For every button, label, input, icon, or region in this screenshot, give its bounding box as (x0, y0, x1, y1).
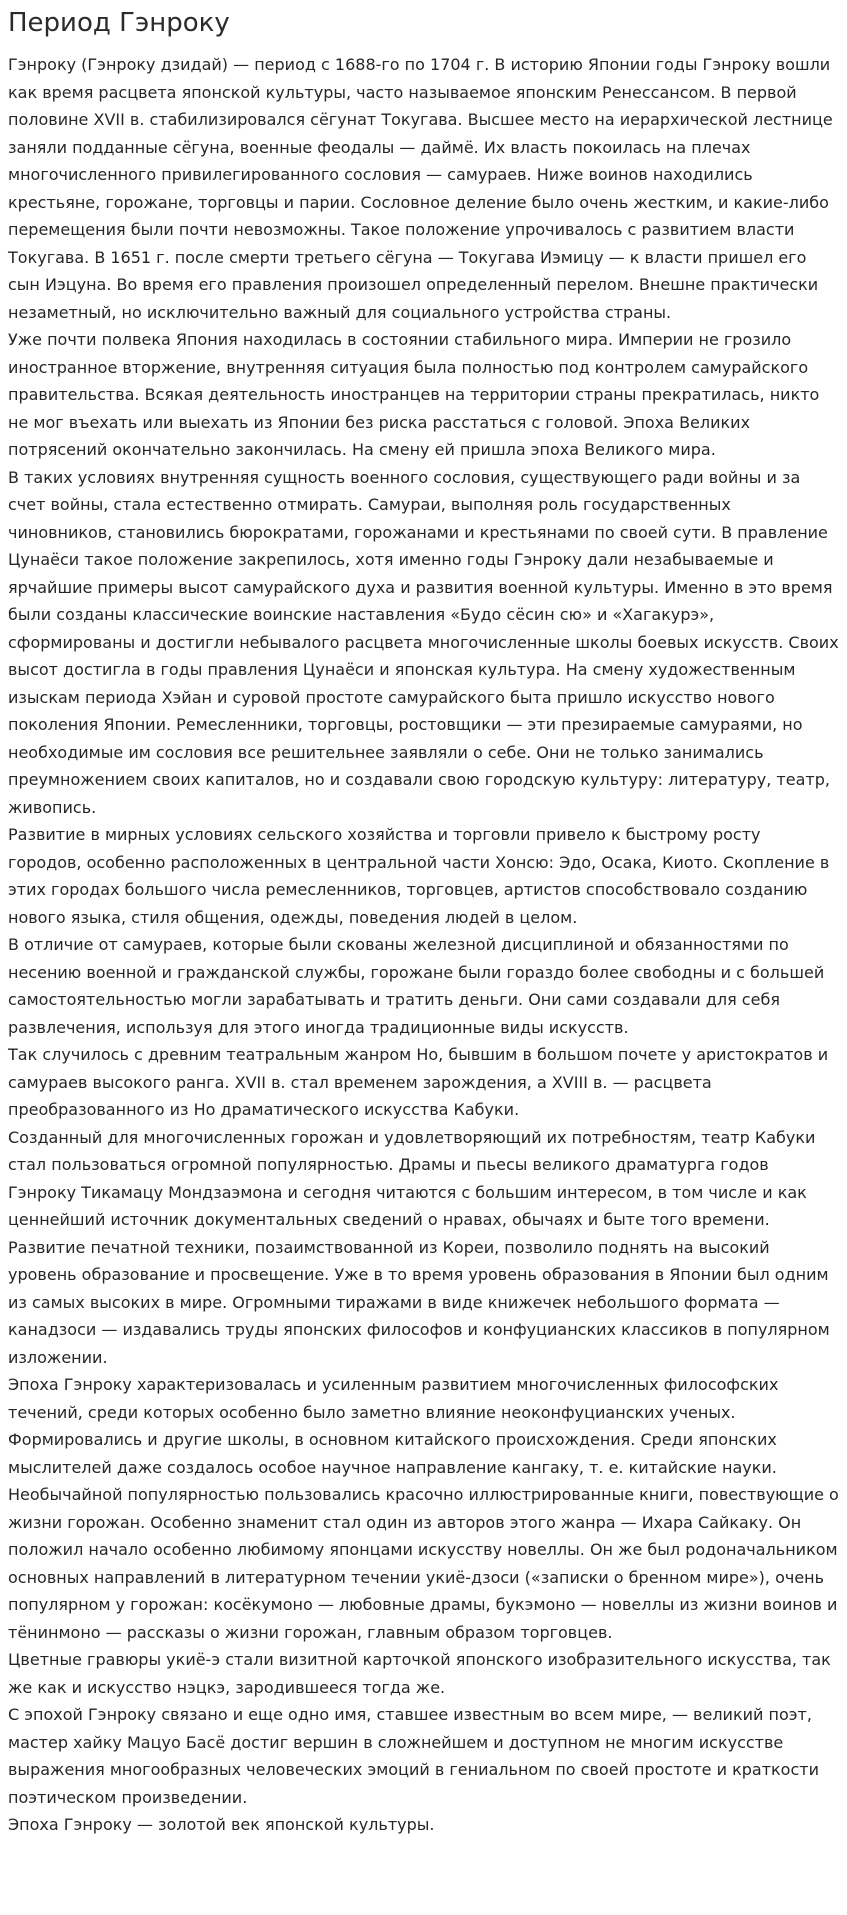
paragraph: Цветные гравюры укиё-э стали визитной карточкой японского изобразительного искусства, так же как и искусство нэцкэ, зародившееся тогда же. (8, 1650, 831, 1697)
paragraph: Созданный для многочисленных горожан и удовлетворяющий их потребностям, театр Кабуки стал пользоваться огромной популярностью. Драмы и пьесы великого драматурга годов Гэнроку Тикамацу Мондзаэмона и сегодня читаются с большим интересом, в том числе и как ценнейший источник документальных сведений о нравах, обычаях и быте того времени. (8, 1127, 816, 1229)
paragraph: Развитие печатной техники, позаимствованной из Кореи, позволило поднять на высокий уровень образование и просвещение. Уже в то время уровень образования в Японии был одним из самых высоких в мире. Огромными тиражами в виде книжечек небольшого формата — канадзоси — издавались труды японских философов и конфуцианских классиков в популярном изложении. (8, 1237, 830, 1367)
paragraph: Необычайной популярностью пользовались красочно иллюстрированные книги, повествующие о жизни горожан. Особенно знаменит стал один из авторов этого жанра — Ихара Сайкаку. Он положил начало особенно любимому японцами искусству новеллы. Он же был родоначальником основных направлений в литературном течении укиё-дзоси («записки о бренном мире»), очень популярном у горожан: косёкумоно — любовные драмы, букэмоно — новеллы из жизни воинов и тёнинмоно — рассказы о жизни горожан, главным образом торговцев. (8, 1485, 839, 1642)
paragraph: Эпоха Гэнроку — золотой век японской культуры. (8, 1815, 435, 1834)
paragraph: Так случилось с древним театральным жанром Но, бывшим в большом почете у аристократов и самураев высокого ранга. XVII в. стал временем зарождения, а XVIII в. — расцвета преобразованного из Но драматического искусства Кабуки. (8, 1045, 829, 1119)
paragraph: Гэнроку (Гэнроку дзидай) — период с 1688-го по 1704 г. В историю Японии годы Гэнроку вошли как время расцвета японской культуры, часто называемое японским Ренессансом. В первой половине XVII в. стабилизировался сёгунат Токугава. Высшее место на иерархической лестнице заняли подданные сёгуна, военные феодалы — даймё. Их власть покоилась на плечах многочисленного привилегированного сословия — самураев. Ниже воинов находились крестьяне, горожане, торговцы и парии. Сословное деление было очень жестким, и какие-либо перемещения были почти невозможны. Такое положение упрочивалось с развитием власти Токугава. В 1651 г. после смерти третьего сёгуна — Токугава Иэмицу — к власти пришел его сын Иэцуна. Во время его правления произошел определенный перелом. Внешне практически незаметный, но исключительно важный для социального устройства страны. (8, 55, 833, 322)
page-title: Период Гэнроку (8, 8, 230, 38)
paragraph: Развитие в мирных условиях сельского хозяйства и торговли привело к быстрому росту городов, особенно расположенных в центральной части Хонсю: Эдо, Осака, Киото. Скопление в этих городах большого числа ремесленников, торговцев, артистов способствовало созданию нового языка, стиля общения, одежды, поведения людей в целом. (8, 825, 830, 927)
article-body (8, 51, 839, 1839)
paragraph: Уже почти полвека Япония находилась в состоянии стабильного мира. Империи не грозило иностранное вторжение, внутренняя ситуация была полностью под контролем самурайского правительства. Всякая деятельность иностранцев на территории страны прекратилась, никто не мог въехать или выехать из Японии без риска расстаться с головой. Эпоха Великих потрясений окончательно закончилась. На смену ей пришла эпоха Великого мира. (8, 330, 820, 459)
paragraph: Эпоха Гэнроку характеризовалась и усиленным развитием многочисленных философских течений, среди которых особенно было заметно влияние неоконфуцианских ученых. Формировались и другие школы, в основном китайского происхождения. Среди японских мыслителей даже создалось особое научное направление кангаку, т. е. китайские науки. (8, 1375, 779, 1477)
paragraph: В таких условиях внутренняя сущность военного сословия, существующего ради войны и за счет войны, стала естественно отмирать. Самураи, выполняя роль государственных чиновников, становились бюрократами, горожанами и крестьянами по своей сути. В правление Цунаёси такое положение закрепилось, хотя именно годы Гэнроку дали незабываемые и ярчайшие примеры высот самурайского духа и развития военной культуры. Именно в это время были созданы классические воинские наставления «Будо сёсин сю» и «Хагакурэ», сформированы и достигли небывалого расцвета многочисленные школы боевых искусств. Своих высот достигла в годы правления Цунаёси и японская культура. На смену художественным изыскам периода Хэйан и суровой простоте самурайского быта пришло искусство нового поколения Японии. Ремесленники, торговцы, ростовщики — эти презираемые самураями, но необходимые им сословия все решительнее заявляли о себе. Они не только занимались преумножением своих капиталов, но и создавали свою городскую культуру: литературу, театр, живопись. (8, 467, 839, 817)
paragraph: С эпохой Гэнроку связано и еще одно имя, ставшее известным во всем мире, — великий поэт, мастер хайку Мацуо Басё достиг вершин в сложнейшем и доступном не многим искусстве выражения многообразных человеческих эмоций в гениальном по своей простоте и краткости поэтическом произведении. (8, 1705, 819, 1807)
paragraph: В отличие от самураев, которые были скованы железной дисциплиной и обязанностями по несению военной и гражданской службы, горожане были гораздо более свободны и с большей самостоятельностью могли зарабатывать и тратить деньги. Они сами создавали для себя развлечения, используя для этого иногда традиционные виды искусств. (8, 935, 825, 1037)
